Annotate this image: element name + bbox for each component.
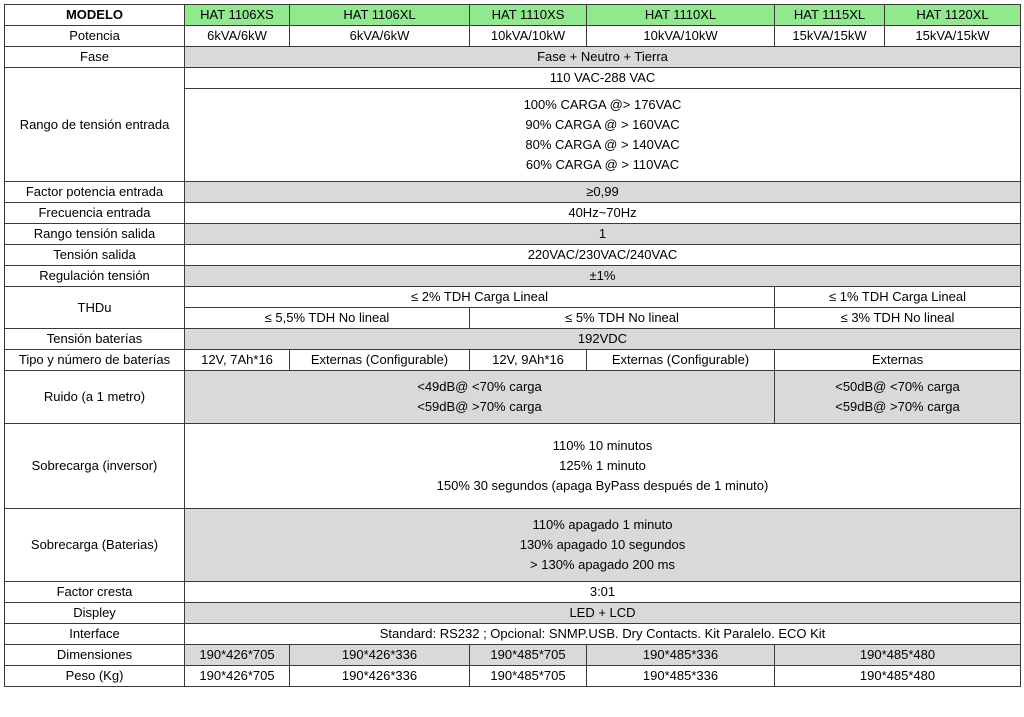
sobrecarga-baterias-line: 130% apagado 10 segundos <box>519 537 686 552</box>
potencia-value: 10kVA/10kW <box>587 26 775 47</box>
frecuencia-label: Frecuencia entrada <box>5 203 185 224</box>
display-value: LED + LCD <box>185 603 1021 624</box>
regulacion-value: ±1% <box>185 266 1021 287</box>
row-display <box>5 603 1021 624</box>
tipo-baterias-value: Externas <box>775 350 1021 371</box>
interface-label: Interface <box>5 624 185 645</box>
tipo-baterias-value: 12V, 9Ah*16 <box>470 350 587 371</box>
tipo-baterias-value: Externas (Configurable) <box>587 350 775 371</box>
rango-salida-value: 1 <box>185 224 1021 245</box>
peso-value: 190*485*336 <box>587 666 775 687</box>
dimensiones-value: 190*485*336 <box>587 645 775 666</box>
row-sobrecarga-inversor <box>5 424 1021 509</box>
ruido-line: <50dB@ <70% carga <box>835 379 960 394</box>
thdu-nolineal: ≤ 5,5% TDH No lineal <box>185 308 470 329</box>
peso-value: 190*426*705 <box>185 666 290 687</box>
fase-value: Fase + Neutro + Tierra <box>185 47 1021 68</box>
dimensiones-value: 190*426*336 <box>290 645 470 666</box>
model-hat-1106xs: HAT 1106XS <box>185 5 290 26</box>
thdu-nolineal: ≤ 3% TDH No lineal <box>775 308 1021 329</box>
row-potencia <box>5 26 1021 47</box>
potencia-value: 15kVA/15kW <box>885 26 1021 47</box>
thdu-lineal-a: ≤ 2% TDH Carga Lineal <box>185 287 775 308</box>
model-hat-1106xl: HAT 1106XL <box>290 5 470 26</box>
row-rango-entrada <box>5 68 1021 89</box>
dimensiones-value: 190*426*705 <box>185 645 290 666</box>
tension-baterias-value: 192VDC <box>185 329 1021 350</box>
row-regulacion <box>5 266 1021 287</box>
potencia-label: Potencia <box>5 26 185 47</box>
ruido-b <box>775 371 1021 424</box>
rango-entrada-line: 90% CARGA @ > 160VAC <box>525 117 680 132</box>
tension-salida-label: Tensión salida <box>5 245 185 266</box>
sobrecarga-baterias-line: > 130% apagado 200 ms <box>530 557 675 572</box>
peso-value: 190*426*336 <box>290 666 470 687</box>
row-peso <box>5 666 1021 687</box>
factor-cresta-value: 3:01 <box>185 582 1021 603</box>
model-hat-1115xl: HAT 1115XL <box>775 5 885 26</box>
peso-label: Peso (Kg) <box>5 666 185 687</box>
row-ruido <box>5 371 1021 424</box>
sobrecarga-baterias-line: 110% apagado 1 minuto <box>532 517 673 532</box>
factor-potencia-value: ≥0,99 <box>185 182 1021 203</box>
row-factor-potencia <box>5 182 1021 203</box>
row-rango-salida <box>5 224 1021 245</box>
row-sobrecarga-baterias <box>5 509 1021 582</box>
row-frecuencia <box>5 203 1021 224</box>
potencia-value: 6kVA/6kW <box>290 26 470 47</box>
rango-entrada-range: 110 VAC-288 VAC <box>185 68 1021 89</box>
spec-table <box>4 4 1021 687</box>
display-label: Displey <box>5 603 185 624</box>
ruido-line: <49dB@ <70% carga <box>417 379 542 394</box>
row-interface <box>5 624 1021 645</box>
rango-entrada-line: 80% CARGA @ > 140VAC <box>525 137 680 152</box>
thdu-nolineal: ≤ 5% TDH No lineal <box>470 308 775 329</box>
model-hat-1110xs: HAT 1110XS <box>470 5 587 26</box>
thdu-label: THDu <box>5 287 185 329</box>
rango-entrada-label: Rango de tensión entrada <box>5 68 185 182</box>
peso-value: 190*485*705 <box>470 666 587 687</box>
sobrecarga-inversor-line: 110% 10 minutos <box>552 438 653 453</box>
row-tension-baterias <box>5 329 1021 350</box>
tipo-baterias-value: 12V, 7Ah*16 <box>185 350 290 371</box>
model-label: MODELO <box>5 5 185 26</box>
fase-label: Fase <box>5 47 185 68</box>
ruido-a <box>185 371 775 424</box>
peso-value: 190*485*480 <box>775 666 1021 687</box>
row-fase <box>5 47 1021 68</box>
tipo-baterias-label: Tipo y número de baterías <box>5 350 185 371</box>
dimensiones-value: 190*485*480 <box>775 645 1021 666</box>
sobrecarga-baterias-lines <box>185 509 1021 582</box>
regulacion-label: Regulación tensión <box>5 266 185 287</box>
dimensiones-label: Dimensiones <box>5 645 185 666</box>
header-row <box>5 5 1021 26</box>
rango-salida-label: Rango tensión salida <box>5 224 185 245</box>
ruido-line: <59dB@ >70% carga <box>417 399 542 414</box>
row-tension-salida <box>5 245 1021 266</box>
tipo-baterias-value: Externas (Configurable) <box>290 350 470 371</box>
row-thdu-lineal <box>5 287 1021 308</box>
frecuencia-value: 40Hz~70Hz <box>185 203 1021 224</box>
tension-salida-value: 220VAC/230VAC/240VAC <box>185 245 1021 266</box>
potencia-value: 10kVA/10kW <box>470 26 587 47</box>
sobrecarga-inversor-line: 125% 1 minuto <box>559 458 646 473</box>
potencia-value: 15kVA/15kW <box>775 26 885 47</box>
ruido-label: Ruido (a 1 metro) <box>5 371 185 424</box>
rango-entrada-line: 100% CARGA @> 176VAC <box>523 97 682 112</box>
ruido-line: <59dB@ >70% carga <box>835 399 960 414</box>
sobrecarga-inversor-line: 150% 30 segundos (apaga ByPass después de 1 minuto) <box>436 478 769 493</box>
sobrecarga-inversor-label: Sobrecarga (inversor) <box>5 424 185 509</box>
model-hat-1120xl: HAT 1120XL <box>885 5 1021 26</box>
thdu-lineal-b: ≤ 1% TDH Carga Lineal <box>775 287 1021 308</box>
tension-baterias-label: Tensión baterías <box>5 329 185 350</box>
rango-entrada-lines <box>185 89 1021 182</box>
sobrecarga-inversor-lines <box>185 424 1021 509</box>
model-hat-1110xl: HAT 1110XL <box>587 5 775 26</box>
interface-value: Standard: RS232 ; Opcional: SNMP.USB. Dry Contacts. Kit Paralelo. ECO Kit <box>185 624 1021 645</box>
rango-entrada-line: 60% CARGA @ > 110VAC <box>525 157 680 172</box>
potencia-value: 6kVA/6kW <box>185 26 290 47</box>
sobrecarga-baterias-label: Sobrecarga (Baterias) <box>5 509 185 582</box>
factor-cresta-label: Factor cresta <box>5 582 185 603</box>
row-dimensiones <box>5 645 1021 666</box>
row-factor-cresta <box>5 582 1021 603</box>
dimensiones-value: 190*485*705 <box>470 645 587 666</box>
factor-potencia-label: Factor potencia entrada <box>5 182 185 203</box>
row-tipo-baterias <box>5 350 1021 371</box>
